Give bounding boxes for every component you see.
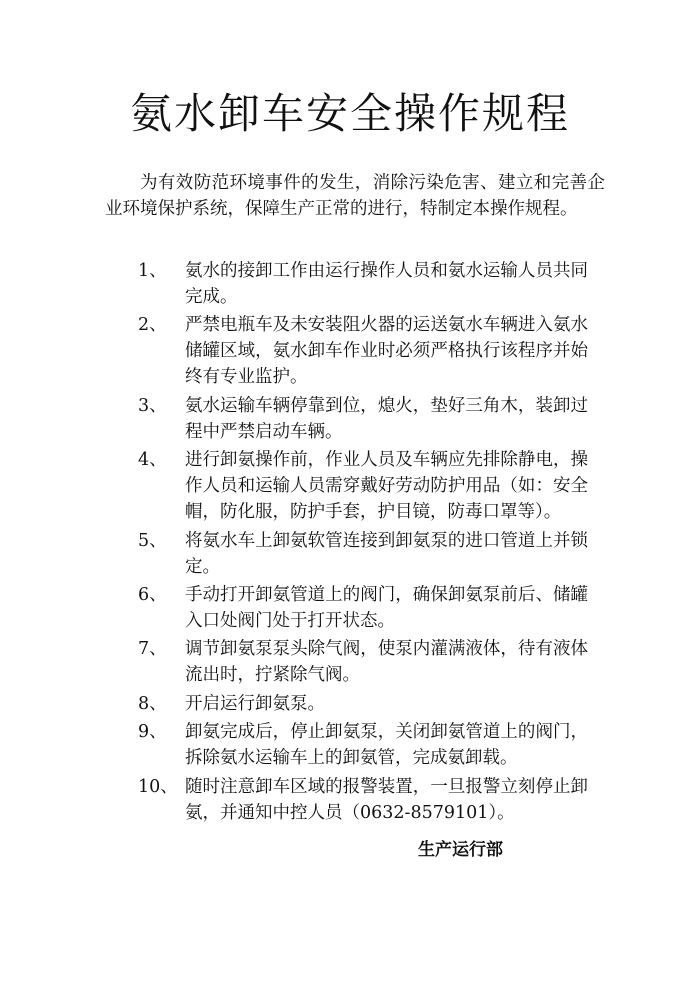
rule-number: 6、 <box>138 584 167 605</box>
rule-text: 手动打开卸氨管道上的阀门，确保卸氨泵前后、储罐入口处阀门处于打开状态。 <box>185 584 588 631</box>
rule-item <box>138 691 588 717</box>
rule-item <box>138 447 588 525</box>
department-signature: 生产运行部 <box>418 840 503 860</box>
rule-text: 将氨水车上卸氨软管连接到卸氨泵的进口管道上并锁定。 <box>185 530 588 577</box>
rule-item <box>138 719 588 771</box>
rule-text: 卸氨完成后，停止卸氨泵，关闭卸氨管道上的阀门，拆除氨水运输车上的卸氨管，完成氨卸载。 <box>185 722 588 769</box>
rule-number: 1、 <box>138 261 167 281</box>
rule-item <box>138 774 588 826</box>
rule-text: 严禁电瓶车及未安装阻火器的运送氨水车辆进入氨水储罐区域，氨水卸车作业时必须严格执行该程序并始终有专业监护。 <box>185 315 588 388</box>
rule-number: 3、 <box>138 395 167 416</box>
rule-item <box>138 636 588 688</box>
rules-list <box>138 258 588 828</box>
document-title: 氨水卸车安全操作规程 <box>129 89 570 138</box>
rule-text: 随时注意卸车区域的报警装置，一旦报警立刻停止卸氨，并通知中控人员（0632-8579101）。 <box>185 776 588 823</box>
rule-number: 10、 <box>138 776 178 797</box>
rule-item <box>138 312 588 390</box>
rule-text: 调节卸氨泵泵头除气阀，使泵内灌满液体，待有液体流出时，拧紧除气阀。 <box>185 639 588 686</box>
rule-item <box>138 258 588 310</box>
intro-paragraph: 为有效防范环境事件的发生，消除污染危害、建立和完善企业环境保护系统，保障生产正常的进行，特制定本操作规程。 <box>105 173 605 219</box>
rule-number: 2、 <box>138 315 167 336</box>
rule-text: 氨水的接卸工作由运行操作人员和氨水运输人员共同完成。 <box>185 261 588 307</box>
rule-text: 氨水运输车辆停靠到位，熄火，垫好三角木，装卸过程中严禁启动车辆。 <box>185 395 588 442</box>
rule-number: 5、 <box>138 530 167 551</box>
rule-number: 7、 <box>138 639 167 660</box>
rule-number: 9、 <box>138 722 167 743</box>
rule-number: 4、 <box>138 450 167 471</box>
rule-number: 8、 <box>138 693 167 714</box>
rule-text: 开启运行卸氨泵。 <box>185 693 325 714</box>
rule-item <box>138 528 588 580</box>
rule-item <box>138 582 588 634</box>
rule-item <box>138 393 588 445</box>
rule-text: 进行卸氨操作前，作业人员及车辆应先排除静电，操作人员和运输人员需穿戴好劳动防护用品（如：安全帽，防化服，防护手套，护目镜，防毒口罩等）。 <box>185 450 588 523</box>
